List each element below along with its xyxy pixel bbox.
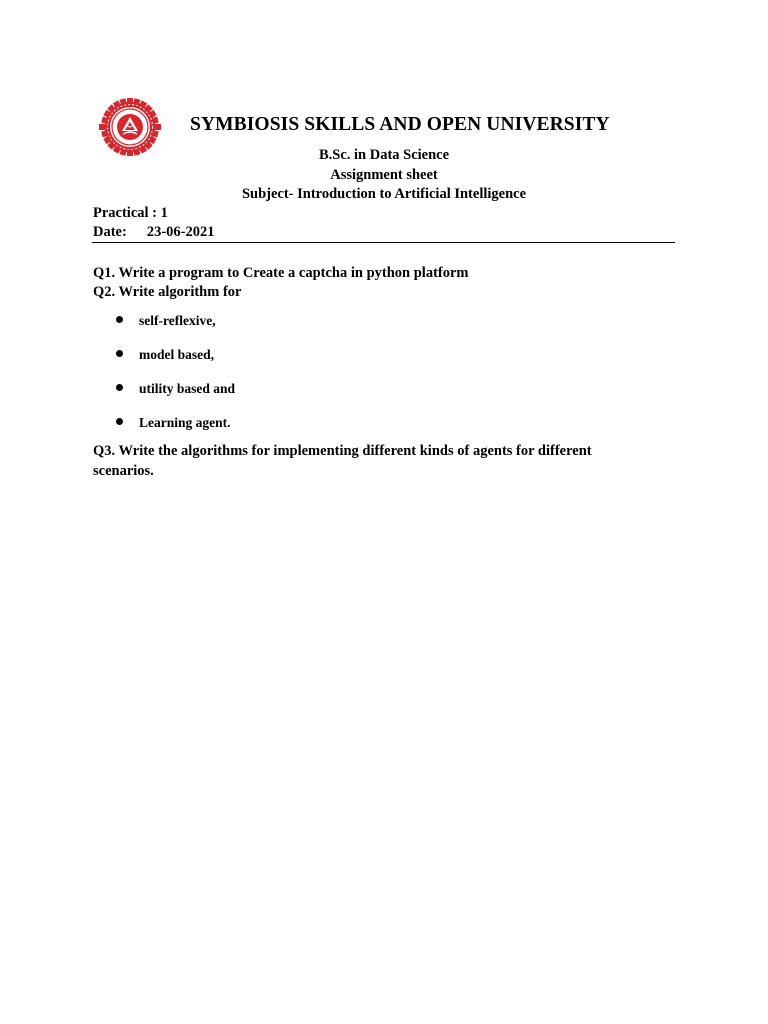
header-divider bbox=[92, 242, 675, 243]
bullet-icon bbox=[116, 350, 123, 357]
university-name: SYMBIOSIS SKILLS AND OPEN UNIVERSITY bbox=[190, 114, 610, 135]
list-item-text: Learning agent. bbox=[139, 415, 231, 430]
bullet-icon bbox=[116, 316, 123, 323]
question-1: Q1. Write a program to Create a captcha in python platform bbox=[93, 265, 469, 281]
date-value: 23-06-2021 bbox=[146, 224, 215, 240]
question-2: Q2. Write algorithm for bbox=[93, 284, 242, 300]
list-item-text: utility based and bbox=[139, 381, 236, 396]
document-type: Assignment sheet bbox=[330, 167, 438, 183]
date-label: Date: bbox=[93, 224, 127, 240]
list-item-text: model based, bbox=[139, 347, 215, 362]
program-name: B.Sc. in Data Science bbox=[318, 147, 450, 163]
list-item-text: self-reflexive, bbox=[139, 313, 216, 328]
date-row bbox=[93, 224, 215, 241]
subject-title: Subject- Introduction to Artificial Intelligence bbox=[241, 186, 527, 202]
question-3: Q3. Write the algorithms for implementing different kinds of agents for different scenarios. bbox=[93, 443, 592, 479]
practical-number: Practical : 1 bbox=[93, 205, 168, 221]
bullet-icon bbox=[116, 418, 123, 425]
bullet-icon bbox=[116, 384, 123, 391]
